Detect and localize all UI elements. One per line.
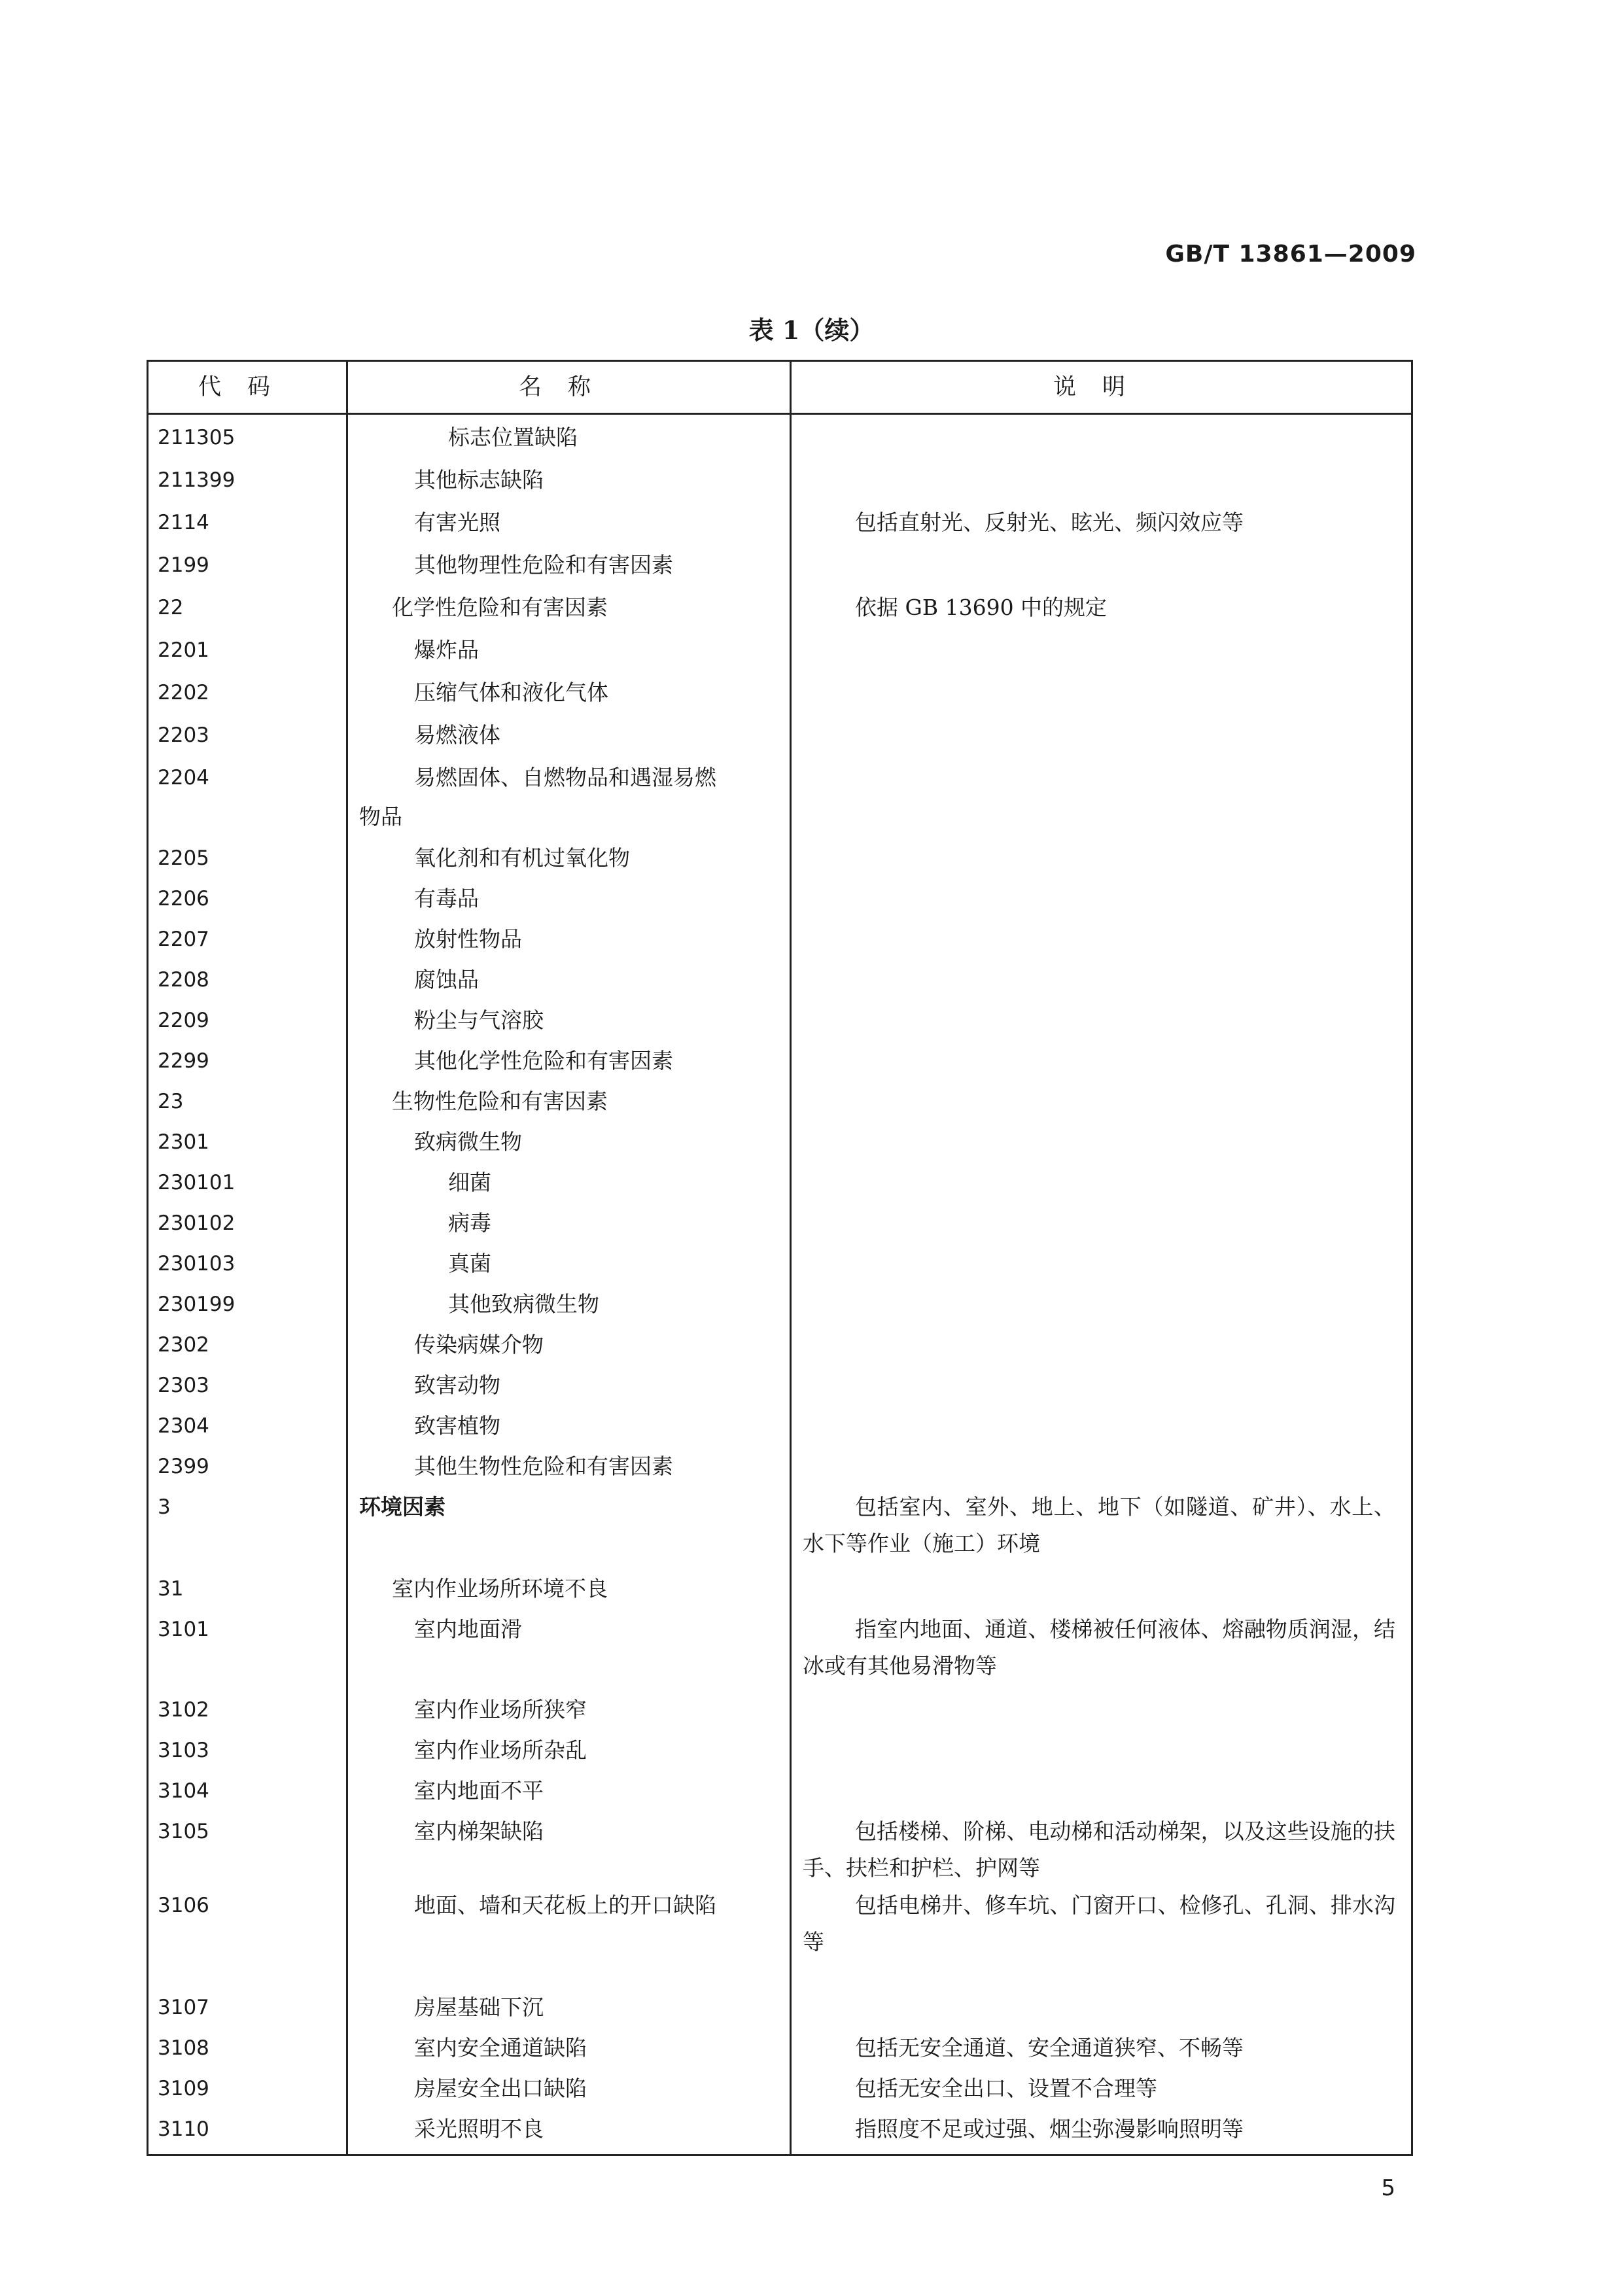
row-name: 环境因素 xyxy=(359,1494,445,1520)
row-code: 3105 xyxy=(158,1820,209,1843)
row-name-continued: 物品 xyxy=(359,804,402,829)
hazard-code-table xyxy=(147,360,1413,2156)
header-name: 名称 xyxy=(518,374,617,400)
row-code: 2206 xyxy=(158,887,209,911)
row-name: 有毒品 xyxy=(414,886,479,911)
row-code: 2399 xyxy=(158,1455,209,1478)
row-code: 2299 xyxy=(158,1049,209,1073)
row-name: 致病微生物 xyxy=(414,1129,522,1155)
row-description: 包括电梯井、修车坑、门窗开口、检修孔、孔洞、排水沟等 xyxy=(803,1892,1395,1955)
row-code: 2207 xyxy=(158,928,209,951)
row-name: 房屋基础下沉 xyxy=(414,1994,544,2020)
header-description: 说明 xyxy=(1053,374,1151,400)
row-code: 2199 xyxy=(158,553,209,577)
row-description: 依据 GB 13690 中的规定 xyxy=(855,595,1108,620)
row-code: 230102 xyxy=(158,1211,236,1235)
row-description: 包括无安全通道、安全通道狭窄、不畅等 xyxy=(855,2035,1244,2061)
row-code: 3104 xyxy=(158,1779,209,1803)
row-code: 2203 xyxy=(158,723,209,747)
row-name: 采光照明不良 xyxy=(414,2116,544,2142)
row-code: 3108 xyxy=(158,2036,209,2060)
page-number: 5 xyxy=(1381,2175,1395,2201)
row-name: 其他化学性危险和有害因素 xyxy=(414,1048,673,1073)
row-name: 其他标志缺陷 xyxy=(414,467,544,493)
row-name: 室内作业场所环境不良 xyxy=(392,1576,608,1601)
row-name: 标志位置缺陷 xyxy=(448,425,578,450)
row-name: 室内安全通道缺陷 xyxy=(414,2035,587,2061)
row-name: 粉尘与气溶胶 xyxy=(414,1007,544,1033)
row-code: 3110 xyxy=(158,2117,209,2141)
row-name: 细菌 xyxy=(448,1170,491,1195)
row-name: 压缩气体和液化气体 xyxy=(414,680,608,705)
row-code: 211399 xyxy=(158,468,236,492)
header-divider xyxy=(148,413,1411,415)
row-code: 3109 xyxy=(158,2077,209,2100)
row-name: 室内作业场所狭窄 xyxy=(414,1697,587,1722)
row-description: 指室内地面、通道、楼梯被任何液体、熔融物质润湿，结冰或有其他易滑物等 xyxy=(803,1616,1395,1679)
row-name: 地面、墙和天花板上的开口缺陷 xyxy=(414,1892,716,1918)
row-code: 22 xyxy=(158,596,184,619)
row-name: 室内作业场所杂乱 xyxy=(414,1737,587,1763)
row-code: 2208 xyxy=(158,968,209,992)
row-code: 230199 xyxy=(158,1293,236,1316)
column-divider xyxy=(346,362,348,2154)
column-divider xyxy=(790,362,792,2154)
row-description: 包括室内、室外、地上、地下（如隧道、矿井）、水上、水下等作业（施工）环境 xyxy=(803,1494,1395,1556)
row-code: 3101 xyxy=(158,1618,209,1641)
row-code: 230103 xyxy=(158,1252,236,1276)
row-name: 有害光照 xyxy=(414,510,500,535)
row-code: 3103 xyxy=(158,1739,209,1762)
row-code: 2114 xyxy=(158,511,209,534)
row-name: 房屋安全出口缺陷 xyxy=(414,2076,587,2101)
row-name: 致害动物 xyxy=(414,1372,500,1398)
header-code: 代码 xyxy=(198,374,296,400)
row-code: 3106 xyxy=(158,1894,209,1917)
row-code: 2301 xyxy=(158,1130,209,1154)
row-description: 包括楼梯、阶梯、电动梯和活动梯架，以及这些设施的扶手、扶栏和护栏、护网等 xyxy=(803,1818,1395,1881)
table-caption: 表 1（续） xyxy=(748,315,875,345)
row-code: 3102 xyxy=(158,1698,209,1722)
row-code: 2201 xyxy=(158,638,209,662)
row-code: 2205 xyxy=(158,846,209,870)
row-description: 包括无安全出口、设置不合理等 xyxy=(855,2076,1157,2101)
row-description: 包括直射光、反射光、眩光、频闪效应等 xyxy=(855,510,1244,535)
standard-id: GB/T 13861—2009 xyxy=(1165,241,1416,268)
row-code: 2202 xyxy=(158,681,209,704)
row-name: 病毒 xyxy=(448,1210,491,1236)
row-code: 23 xyxy=(158,1090,184,1113)
row-code: 230101 xyxy=(158,1171,236,1194)
row-description: 指照度不足或过强、烟尘弥漫影响照明等 xyxy=(855,2116,1244,2142)
row-name: 氧化剂和有机过氧化物 xyxy=(414,845,630,871)
row-name: 化学性危险和有害因素 xyxy=(392,595,608,620)
row-name: 其他致病微生物 xyxy=(448,1291,599,1317)
row-name: 其他物理性危险和有害因素 xyxy=(414,552,673,578)
row-code: 211305 xyxy=(158,426,236,449)
row-code: 2204 xyxy=(158,766,209,790)
row-name: 放射性物品 xyxy=(414,926,522,952)
row-name: 腐蚀品 xyxy=(414,967,479,992)
row-name: 室内梯架缺陷 xyxy=(414,1818,544,1844)
row-name: 真菌 xyxy=(448,1251,491,1276)
row-code: 3107 xyxy=(158,1996,209,2019)
row-code: 2209 xyxy=(158,1009,209,1032)
row-code: 3 xyxy=(158,1495,171,1519)
row-name: 其他生物性危险和有害因素 xyxy=(414,1453,673,1479)
row-name: 易燃液体 xyxy=(414,722,500,748)
row-code: 2304 xyxy=(158,1414,209,1438)
row-name: 致害植物 xyxy=(414,1413,500,1438)
row-name: 室内地面不平 xyxy=(414,1778,544,1803)
row-code: 31 xyxy=(158,1577,184,1601)
row-name: 室内地面滑 xyxy=(414,1616,522,1642)
row-code: 2302 xyxy=(158,1333,209,1357)
row-name: 传染病媒介物 xyxy=(414,1332,544,1357)
row-code: 2303 xyxy=(158,1374,209,1397)
row-name: 爆炸品 xyxy=(414,637,479,663)
row-name: 生物性危险和有害因素 xyxy=(392,1088,608,1114)
row-name: 易燃固体、自燃物品和遇湿易燃 xyxy=(414,765,716,790)
